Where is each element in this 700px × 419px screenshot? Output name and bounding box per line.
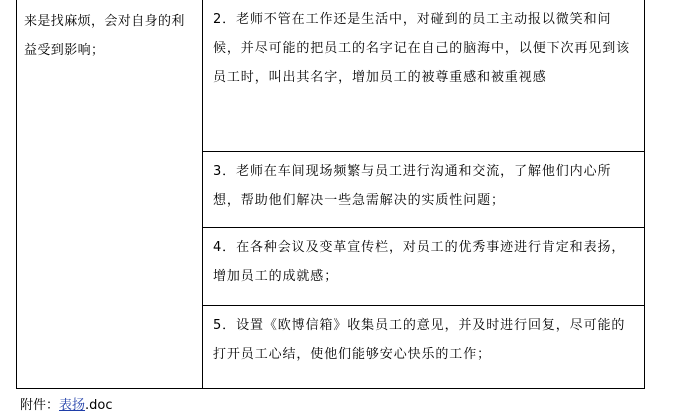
measure-item-4 xyxy=(203,228,644,306)
content-table xyxy=(16,0,645,389)
measures-column xyxy=(203,0,644,388)
measure-item-5 xyxy=(203,306,644,389)
attachment-link[interactable]: 表扬 xyxy=(59,398,86,413)
attachment-extension: .doc xyxy=(85,398,113,413)
left-cell xyxy=(17,0,203,388)
measure-item-text: 5．设置《欧博信箱》收集员工的意见，并及时进行回复，尽可能的打开员工心结，使他们能够安心快乐的工作； xyxy=(213,318,626,362)
measure-item-text: 2．老师不管在工作还是生活中，对碰到的员工主动报以微笑和问候，并尽可能的把员工的名字记在自己的脑海中，以便下次再见到该员工时，叫出其名字，增加员工的被尊重感和被重视感 xyxy=(213,12,631,85)
measure-item-text: 3．老师在车间现场频繁与员工进行沟通和交流，了解他们内心所想，帮助他们解决一些急需解决的实质性问题； xyxy=(213,164,612,208)
measure-item-2 xyxy=(203,0,644,152)
attachment-line xyxy=(20,396,113,416)
measure-item-3 xyxy=(203,152,644,228)
left-cell-text: 来是找麻烦，会对自身的利益受到影响； xyxy=(24,14,185,58)
measure-item-text: 4．在各种会议及变革宣传栏，对员工的优秀事迹进行肯定和表扬，增加员工的成就感； xyxy=(213,240,626,284)
attachment-label: 附件： xyxy=(20,398,60,413)
